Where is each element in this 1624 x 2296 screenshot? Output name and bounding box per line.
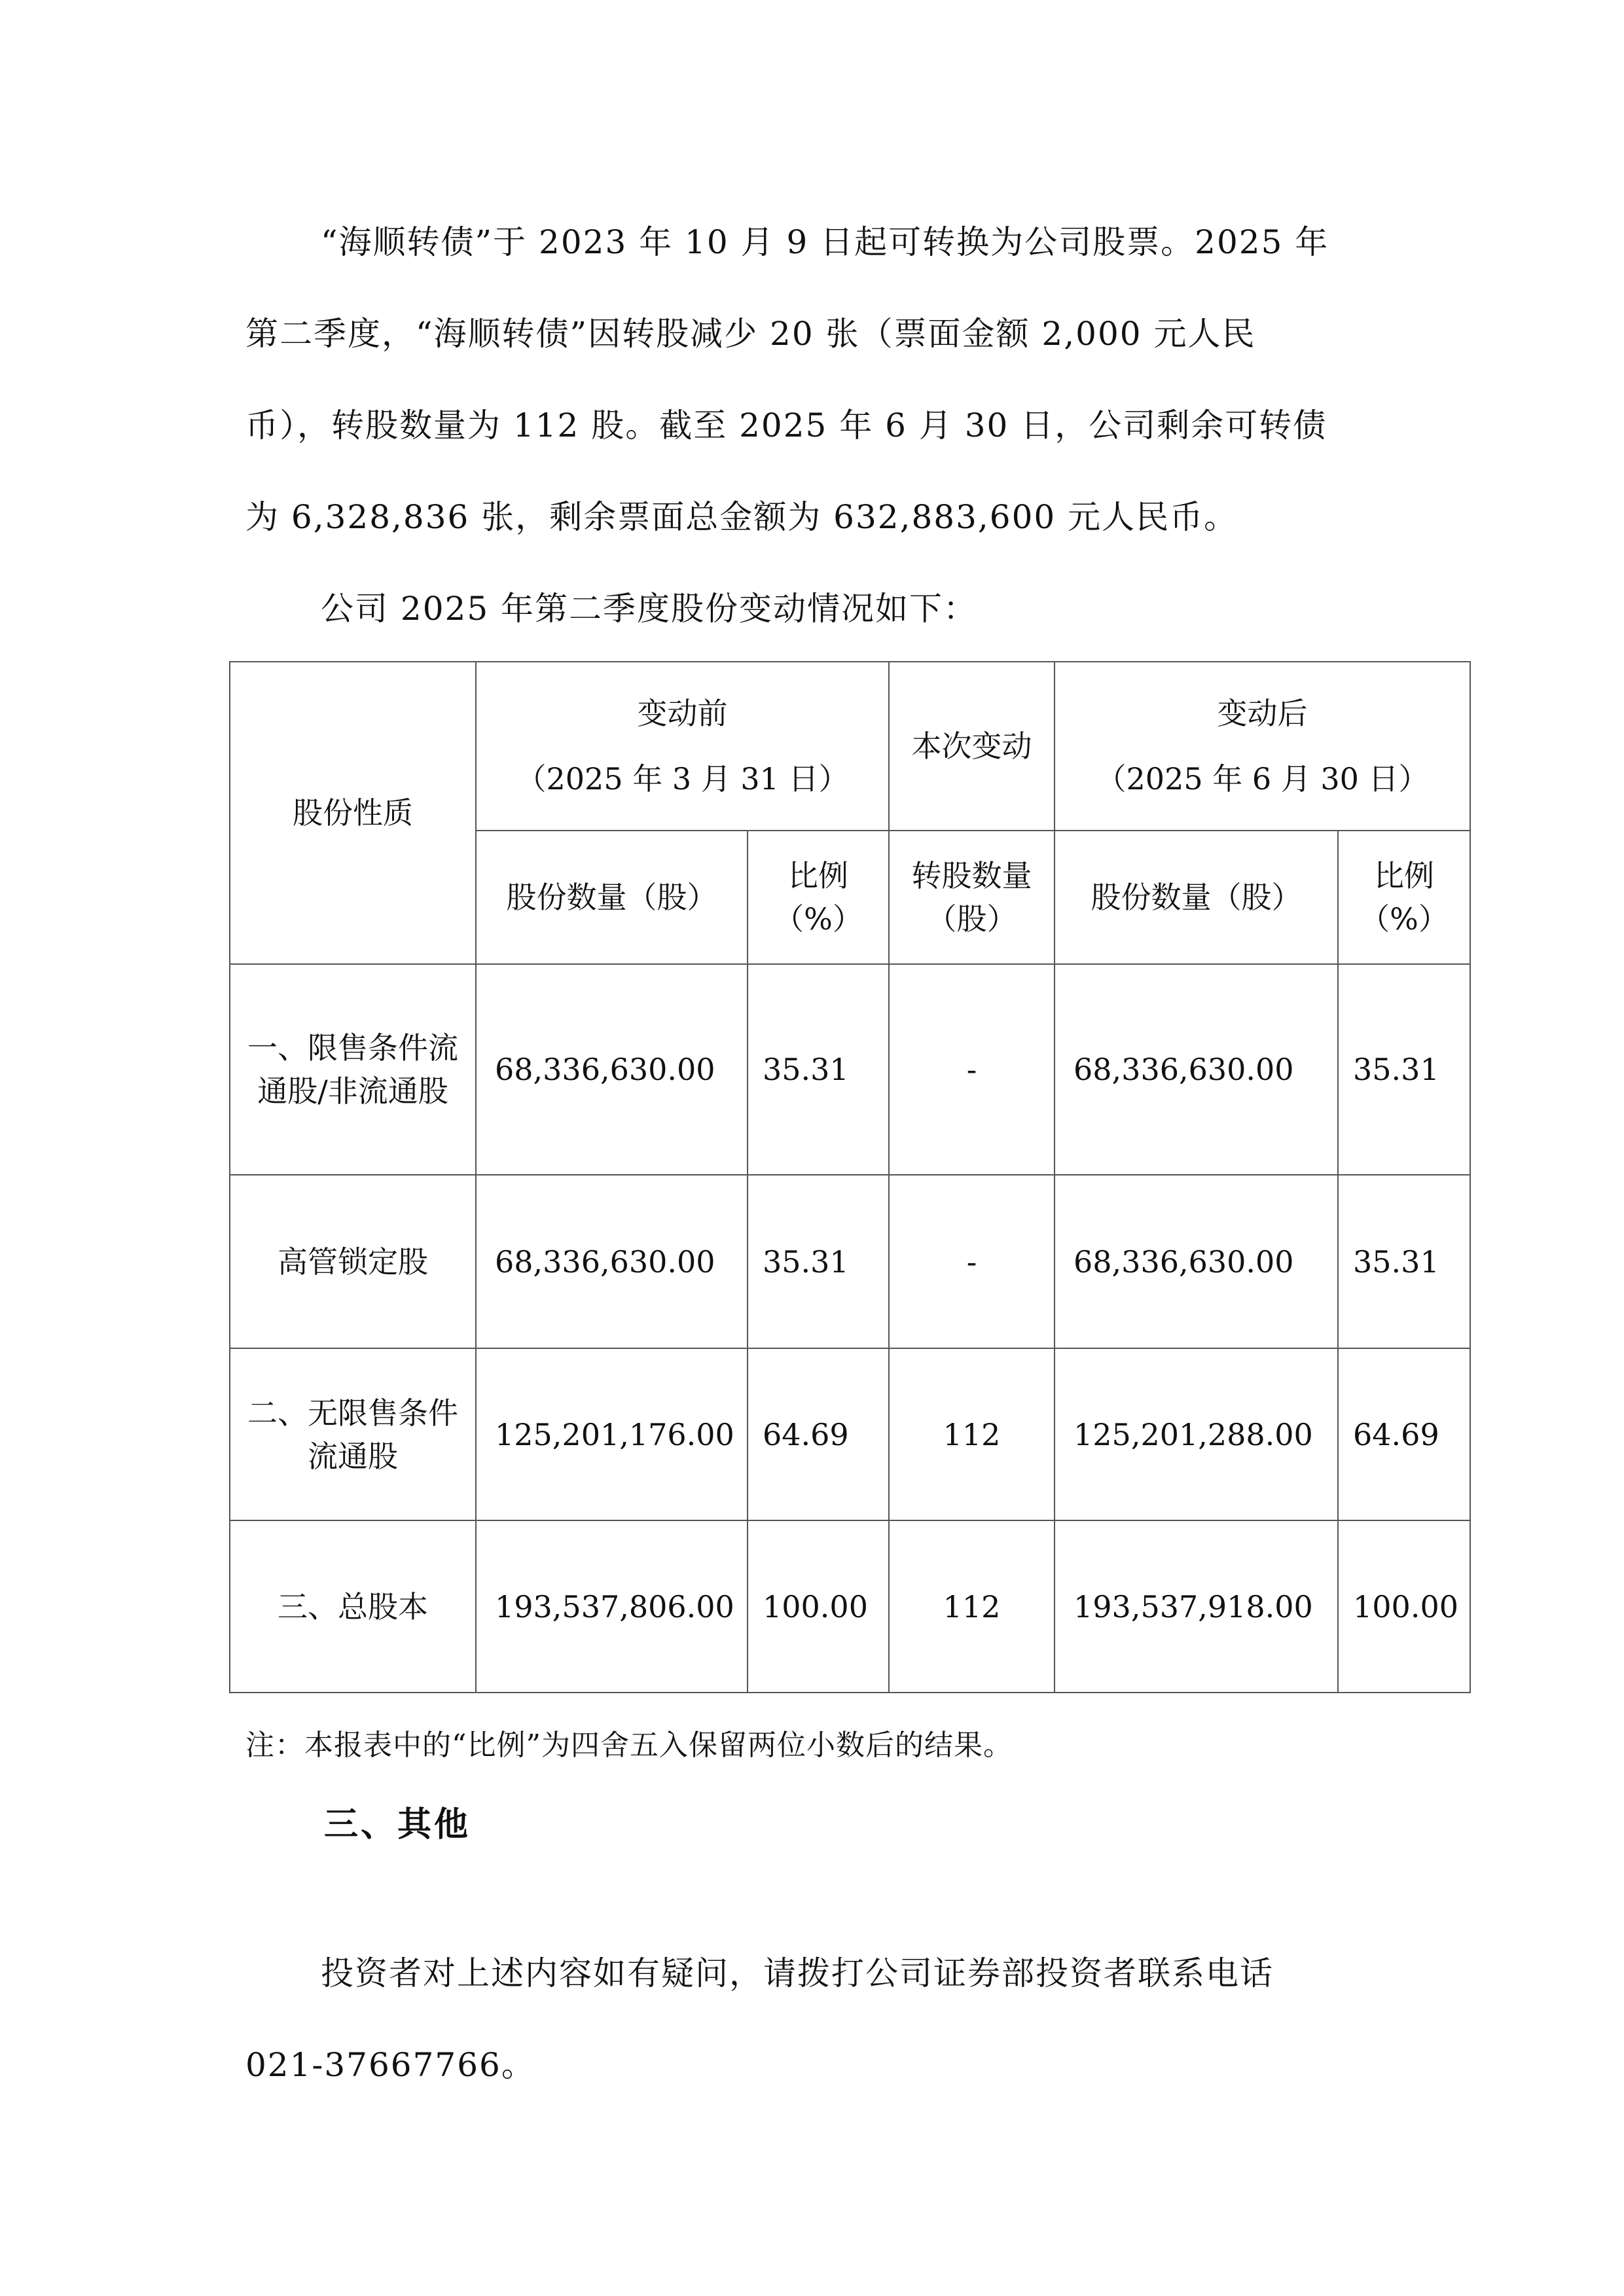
header-before: [476, 662, 889, 831]
header-after-ratio: [1338, 831, 1470, 964]
nature-line: 流通股: [308, 1438, 398, 1474]
paragraph-line: “海顺转债”于 2023 年 10 月 9 日起可转换为公司股票。2025 年: [321, 223, 1329, 261]
nature-line: 二、无限售条件: [247, 1395, 458, 1431]
nature-line: 高管锁定股: [278, 1244, 428, 1280]
before-shares: 193,537,806.00: [476, 1520, 748, 1693]
change-shares: -: [889, 964, 1055, 1175]
before-shares: 68,336,630.00: [476, 1175, 748, 1348]
row-nature: [230, 1520, 476, 1693]
nature-line: 三、总股本: [278, 1588, 428, 1624]
conv-label: 转股数量: [911, 858, 1032, 893]
header-after-shares: 股份数量（股）: [1055, 831, 1338, 964]
contact-phone: 021-37667766。: [245, 2046, 535, 2084]
paragraph-line: 第二季度，“海顺转债”因转股减少 20 张（票面金额 2,000 元人民: [245, 315, 1256, 353]
before-shares: 125,201,176.00: [476, 1348, 748, 1520]
share-change-table: [229, 661, 1471, 1693]
change-shares: 112: [889, 1348, 1055, 1520]
ratio-unit: （%）: [774, 901, 863, 937]
header-before-ratio: [748, 831, 889, 964]
after-date: （2025 年 6 月 30 日）: [1096, 761, 1429, 797]
table-note: 注：本报表中的“比例”为四舍五入保留两位小数后的结果。: [245, 1729, 1013, 1762]
before-date: （2025 年 3 月 31 日）: [516, 761, 849, 797]
ratio-unit: （%）: [1360, 901, 1449, 937]
table-row: [230, 1348, 1470, 1520]
after-ratio: 35.31: [1338, 1175, 1470, 1348]
paragraph-line: 币），转股数量为 112 股。截至 2025 年 6 月 30 日，公司剩余可转债: [245, 406, 1327, 444]
ratio-label: 比例: [1374, 858, 1435, 893]
contact-text: 投资者对上述内容如有疑问，请拨打公司证券部投资者联系电话: [321, 1954, 1274, 1992]
after-ratio: 64.69: [1338, 1348, 1470, 1520]
before-ratio: 35.31: [748, 1175, 889, 1348]
row-nature: [230, 964, 476, 1175]
after-shares: 68,336,630.00: [1055, 1175, 1338, 1348]
after-ratio: 35.31: [1338, 964, 1470, 1175]
after-ratio: 100.00: [1338, 1520, 1470, 1693]
row-nature: [230, 1348, 476, 1520]
row-nature: [230, 1175, 476, 1348]
ratio-label: 比例: [788, 858, 848, 893]
table-row: [230, 1175, 1470, 1348]
nature-line: 一、限售条件流: [247, 1030, 458, 1066]
after-shares: 193,537,918.00: [1055, 1520, 1338, 1693]
before-ratio: 100.00: [748, 1520, 889, 1693]
after-title: 变动后: [1217, 696, 1308, 731]
table-intro: 公司 2025 年第二季度股份变动情况如下：: [321, 590, 978, 628]
header-change: 本次变动: [889, 662, 1055, 831]
before-ratio: 35.31: [748, 964, 889, 1175]
after-shares: 68,336,630.00: [1055, 964, 1338, 1175]
header-before-shares: 股份数量（股）: [476, 831, 748, 964]
table-row: [230, 1520, 1470, 1693]
conv-unit: （股）: [926, 901, 1017, 937]
after-shares: 125,201,288.00: [1055, 1348, 1338, 1520]
section-heading: 三、其他: [324, 1804, 471, 1844]
before-title: 变动前: [637, 696, 728, 731]
header-conversion-shares: [889, 831, 1055, 964]
header-after: [1055, 662, 1470, 831]
before-shares: 68,336,630.00: [476, 964, 748, 1175]
nature-line: 通股/非流通股: [257, 1073, 448, 1109]
change-shares: 112: [889, 1520, 1055, 1693]
before-ratio: 64.69: [748, 1348, 889, 1520]
paragraph-line: 为 6,328,836 张，剩余票面总金额为 632,883,600 元人民币。: [245, 498, 1238, 536]
header-nature: 股份性质: [230, 662, 476, 964]
table-row: [230, 964, 1470, 1175]
change-shares: -: [889, 1175, 1055, 1348]
